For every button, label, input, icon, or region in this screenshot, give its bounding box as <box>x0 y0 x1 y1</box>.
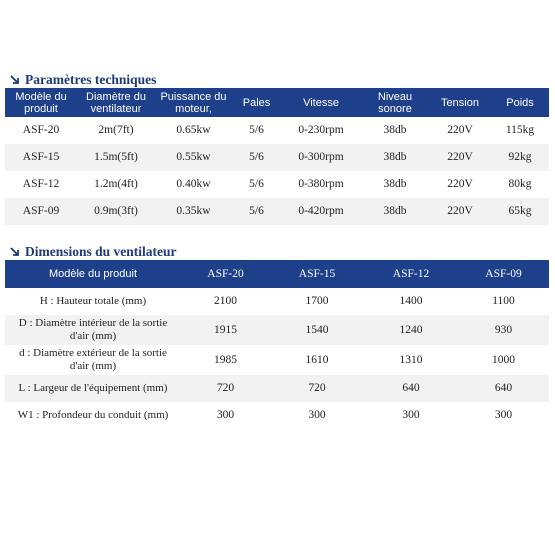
table-cell: ASF-12 <box>22 178 60 190</box>
cell-text: sonore <box>378 102 412 115</box>
table-cell: ASF-20 <box>22 124 60 136</box>
table-cell: 0-420rpm <box>281 198 361 225</box>
table-cell: ASF-15 <box>5 144 77 171</box>
dims-section-title <box>10 244 177 260</box>
table-cell: 1.5m(5ft) <box>77 144 155 171</box>
table-cell: 1915 <box>181 315 270 345</box>
table-cell: 220V <box>429 198 491 225</box>
table-cell: 38db <box>361 198 429 225</box>
table-cell: 720 <box>181 375 270 402</box>
table-cell: 0-380rpm <box>298 178 344 190</box>
tech-column-header <box>5 88 77 117</box>
table-cell: 0.35kw <box>155 198 232 225</box>
table-cell: 5/6 <box>232 198 281 225</box>
cell-text: Pales <box>242 96 271 109</box>
dimensions-table <box>5 260 549 429</box>
tech-column-header <box>281 88 361 117</box>
table-cell: 2m(7ft) <box>98 124 134 136</box>
tech-column-header <box>155 88 232 117</box>
table-cell: 1.2m(4ft) <box>94 178 138 190</box>
table-cell: 300 <box>308 409 326 421</box>
cell-text: ventilateur <box>90 102 142 115</box>
table-cell: 1700 <box>305 295 329 307</box>
row-label <box>5 315 181 345</box>
table-row <box>5 402 549 429</box>
cell-text: d'air (mm) <box>69 360 117 372</box>
cell-text: Diamètre du <box>86 90 146 103</box>
cell-text: d'air (mm) <box>69 330 117 342</box>
dims-column-header: ASF-12 <box>364 260 458 288</box>
cell-text: Vitesse <box>303 96 339 109</box>
table-cell: 640 <box>458 375 549 402</box>
table-cell: 1400 <box>399 295 423 307</box>
table-cell: 38db <box>383 178 407 190</box>
tech-header-row <box>5 88 549 117</box>
tech-column-header <box>77 88 155 117</box>
table-cell: 65kg <box>491 198 549 225</box>
row-label <box>5 375 181 402</box>
dims-column-header: ASF-15 <box>270 260 364 288</box>
table-cell: 720 <box>270 375 364 402</box>
table-cell: 640 <box>364 375 458 402</box>
cell-text: D : Diamètre intérieur de la sortie <box>18 317 168 329</box>
cell-text: W1 : Profondeur du conduit (mm) <box>17 409 169 421</box>
table-cell: 38db <box>361 144 429 171</box>
dims-column-header: ASF-20 <box>181 260 270 288</box>
row-label <box>5 288 181 315</box>
table-cell: 80kg <box>508 178 532 190</box>
cell-text: moteur, <box>175 102 212 115</box>
table-row <box>5 198 549 225</box>
table-row <box>5 117 549 144</box>
table-cell: 300 <box>216 409 235 421</box>
table-row <box>5 345 549 375</box>
table-row <box>5 144 549 171</box>
table-row <box>5 315 549 345</box>
table-cell: 220V <box>447 178 473 190</box>
cell-text: produit <box>24 102 58 115</box>
tech-column-header <box>429 88 491 117</box>
table-cell: 300 <box>494 409 513 421</box>
table-cell: 0.40kw <box>176 178 211 190</box>
table-cell: 1540 <box>270 315 364 345</box>
dims-title-text: Dimensions du ventilateur <box>25 244 177 259</box>
table-cell: 5/6 <box>249 124 264 136</box>
table-row <box>5 375 549 402</box>
table-cell: 0.9m(3ft) <box>77 198 155 225</box>
tech-title-text: Paramètres techniques <box>25 72 157 87</box>
table-cell: 0.55kw <box>155 144 232 171</box>
table-cell: 0.65kw <box>176 124 211 136</box>
table-cell: 2100 <box>214 295 237 307</box>
table-row <box>5 288 549 315</box>
tech-column-header <box>491 88 549 117</box>
table-cell: 0-300rpm <box>281 144 361 171</box>
cell-text: Modèle du <box>15 90 67 103</box>
table-cell: 220V <box>447 124 473 136</box>
table-cell: 115kg <box>505 124 535 136</box>
table-cell: ASF-09 <box>5 198 77 225</box>
cell-text: Poids <box>506 96 534 109</box>
table-cell: 5/6 <box>232 144 281 171</box>
table-cell: 92kg <box>491 144 549 171</box>
row-label <box>5 345 181 375</box>
tech-params-table <box>5 88 549 225</box>
table-cell: 300 <box>402 409 420 421</box>
tech-section-title <box>10 72 156 88</box>
table-cell: 5/6 <box>249 178 264 190</box>
cell-text: H : Hauteur totale (mm) <box>39 295 147 307</box>
dims-column-header: ASF-09 <box>458 260 549 288</box>
cell-text: Niveau <box>377 90 413 103</box>
arrow-down-right-icon <box>10 75 20 85</box>
table-cell: 1610 <box>305 353 329 366</box>
table-cell: 1100 <box>492 295 515 307</box>
table-cell: 38db <box>383 124 407 136</box>
table-cell: 930 <box>458 315 549 345</box>
tech-column-header <box>232 88 281 117</box>
dims-column-header: Modèle du produit <box>5 260 181 288</box>
table-cell: 0-230rpm <box>298 124 344 136</box>
cell-text: Tension <box>441 96 479 109</box>
table-cell: 220V <box>429 144 491 171</box>
table-cell: 1000 <box>492 353 515 366</box>
table-cell: 1240 <box>364 315 458 345</box>
cell-text: L : Largeur de l'équipement (mm) <box>18 382 168 394</box>
cell-text: d : Diamètre extérieur de la sortie <box>19 347 167 359</box>
table-row <box>5 171 549 198</box>
tech-column-header <box>361 88 429 117</box>
cell-text: Puissance du <box>160 90 227 103</box>
row-label <box>5 402 181 429</box>
table-cell: 1985 <box>214 353 237 366</box>
table-cell: 1310 <box>399 353 423 366</box>
dims-header-row <box>5 260 549 288</box>
arrow-down-right-icon <box>10 247 20 257</box>
